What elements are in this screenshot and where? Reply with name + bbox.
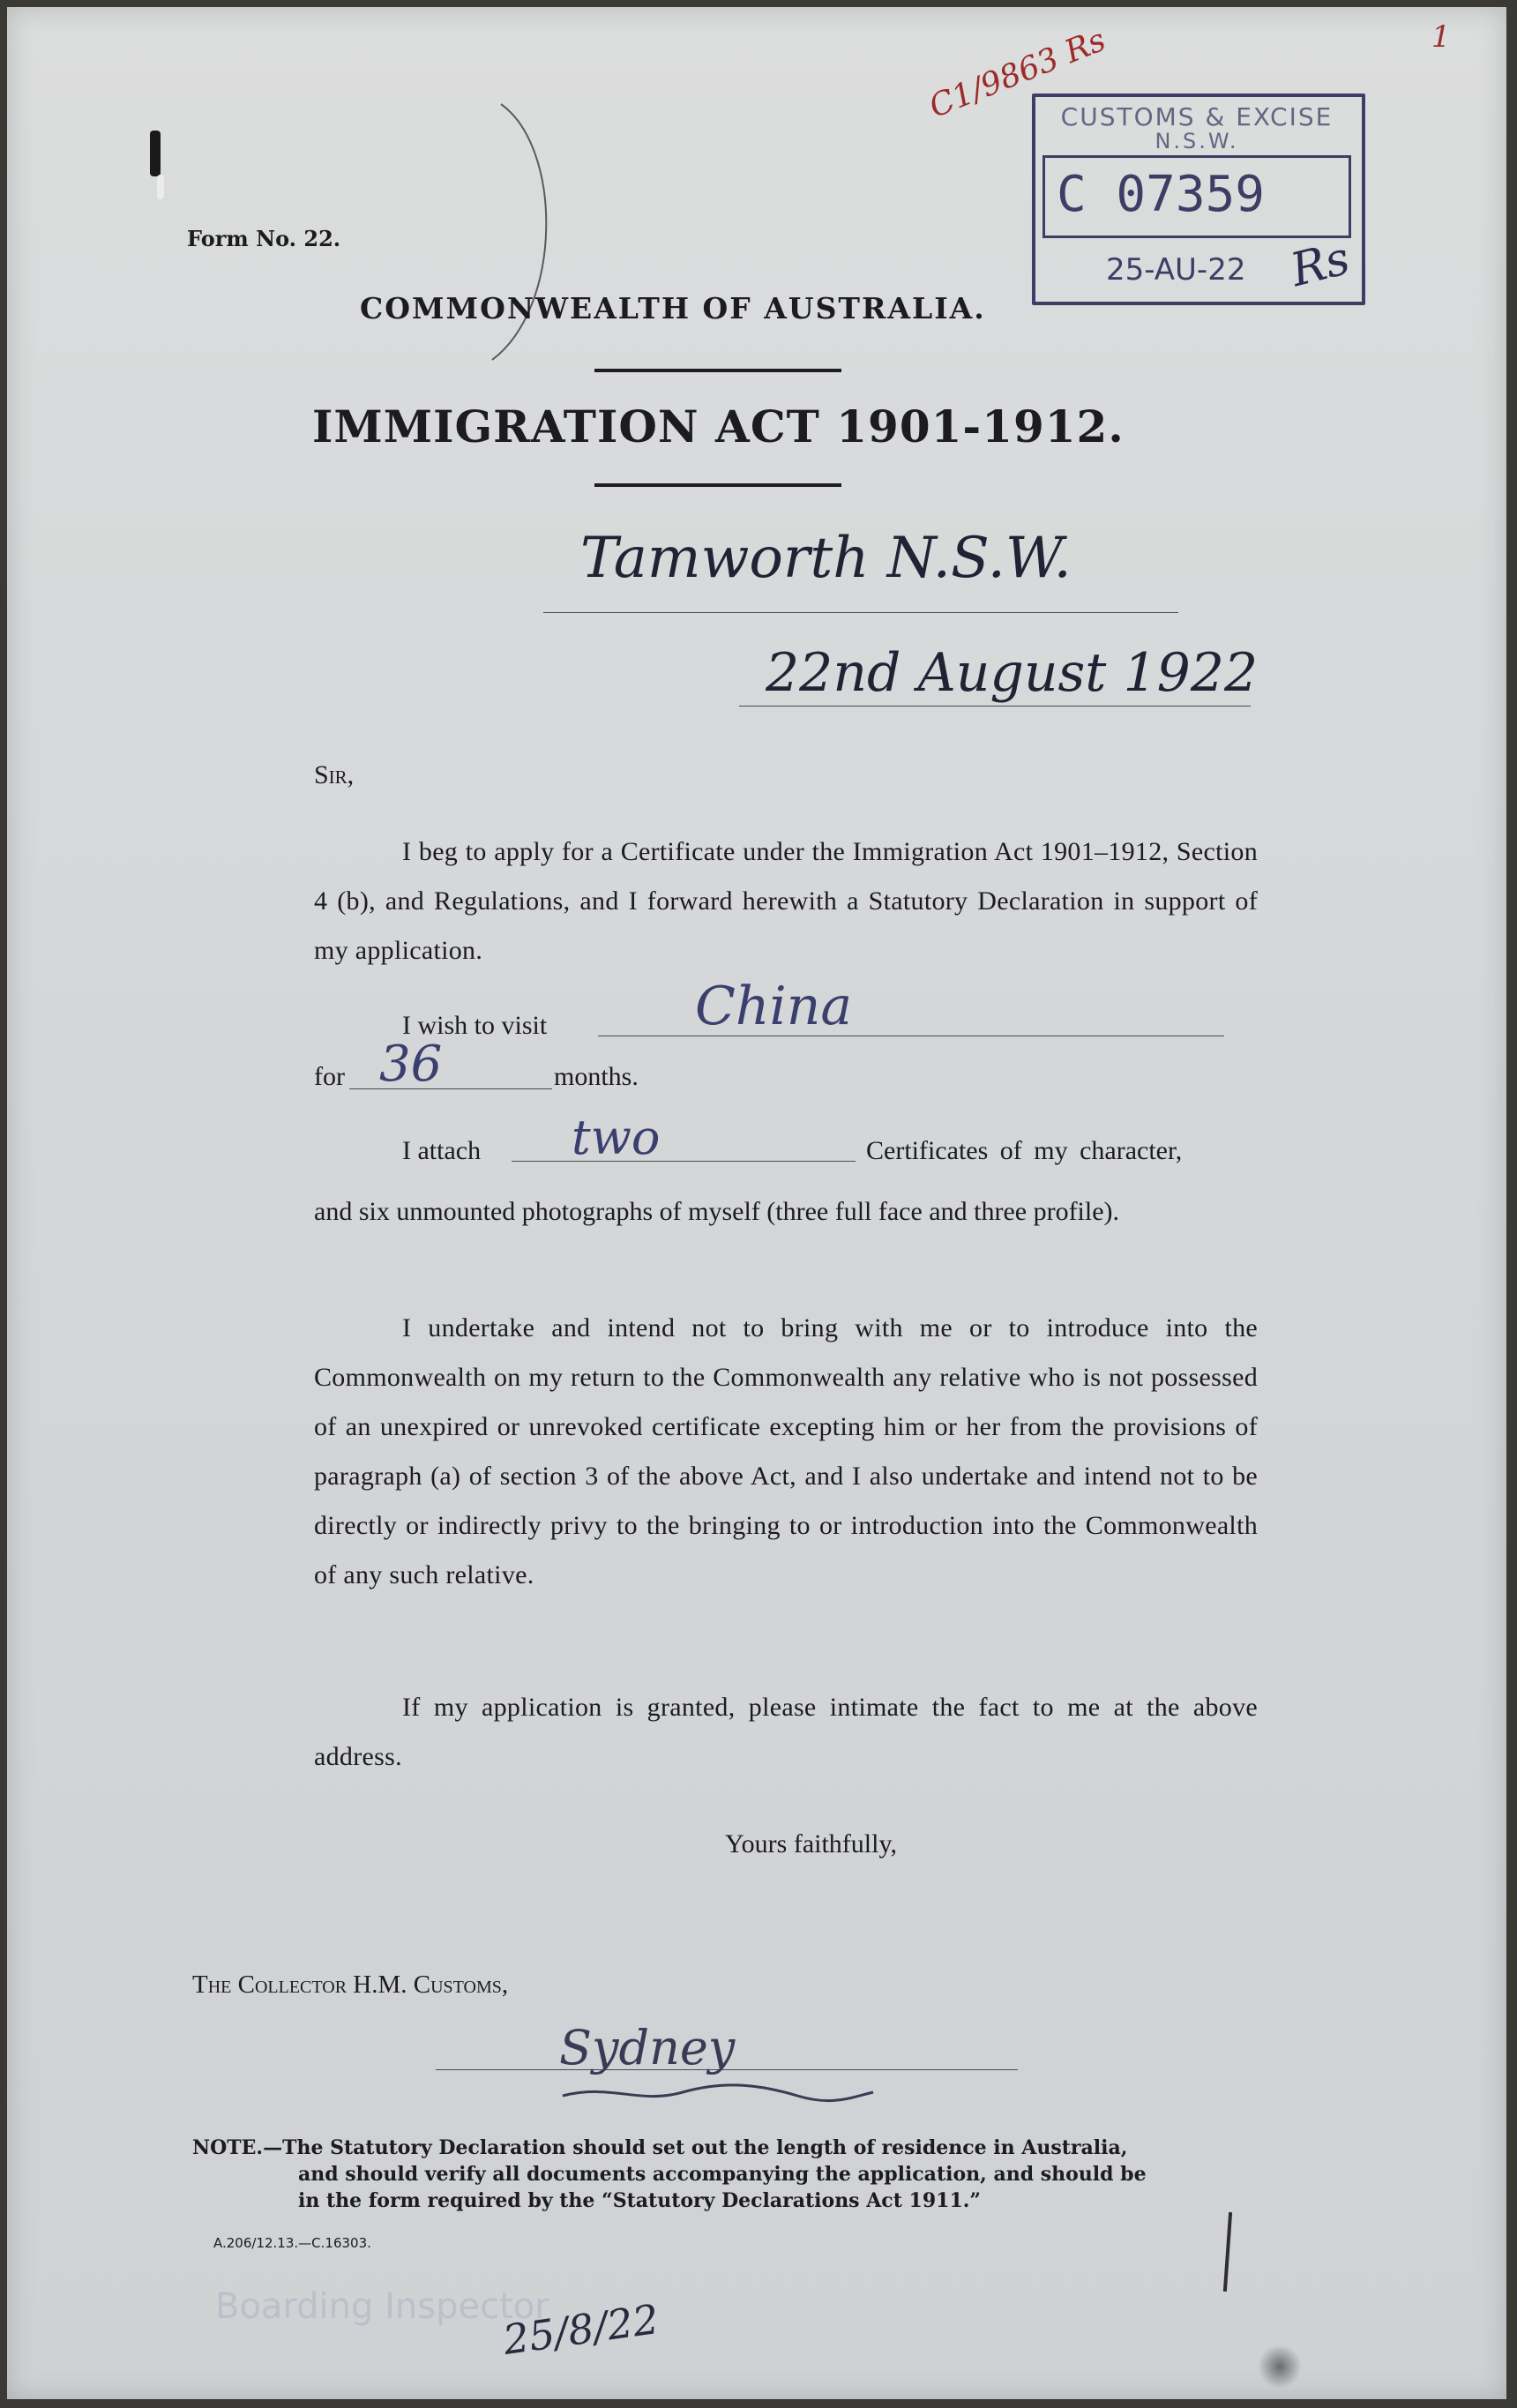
attach-certificates: Certificates of my character,: [866, 1136, 1183, 1165]
closing: Yours faithfully,: [725, 1829, 898, 1858]
country-heading: COMMONWEALTH OF AUSTRALIA.: [360, 291, 986, 325]
salutation: Sir,: [314, 760, 355, 789]
document-page: [7, 7, 1506, 2399]
attach-count: two: [572, 1110, 661, 1165]
stamp-number: C 07359: [1057, 166, 1266, 223]
heading-rule-top: [594, 369, 841, 372]
handwritten-reference: C1/9863 Rs: [924, 21, 1111, 126]
note-line-1: —The Statutory Declaration should set out the length of residence in Australia,: [263, 2136, 1128, 2159]
note-line-3: in the form required by the “Statutory Declarations Act 1911.”: [298, 2189, 982, 2212]
fold-curve: [466, 95, 572, 378]
attach-photographs: and six unmounted photographs of myself (three full face and three profile).: [314, 1197, 1120, 1226]
pen-mark: [1223, 2212, 1232, 2292]
address-place-line: [543, 612, 1178, 613]
undertaking-paragraph: [314, 1304, 1258, 1600]
heading-rule-bottom: [594, 483, 841, 487]
punch-hole-mark-small: [157, 175, 164, 199]
address-date-line: [739, 706, 1251, 707]
undertaking-text: I undertake and intend not to bring with me or to introduce into the Commonwealth on my return to the Commonwealth any relative who is not possessed of an unexpired or unrevoked certificate excepting him or her from the provisions of paragraph (a) of section 3 of the above Act, and I also undertake and intend not to be directly or indirectly privy to the bringing to or introduction into the Commonwealth of any such relative.: [314, 1313, 1258, 1589]
months-value: 36: [379, 1036, 443, 1093]
for-label: for: [314, 1062, 345, 1091]
handwritten-bottom-date: 25/8/22: [500, 2294, 662, 2365]
attach-label: I attach: [402, 1136, 482, 1165]
note-label: NOTE.: [192, 2136, 264, 2159]
page-number-mark: 1: [1431, 19, 1451, 55]
stain-mark: [1258, 2344, 1302, 2389]
form-number: Form No. 22.: [187, 226, 341, 251]
punch-hole-mark: [150, 131, 161, 176]
visit-label: I wish to visit: [402, 1011, 548, 1040]
handwritten-initials: Rs: [1285, 231, 1356, 298]
attach-line: [512, 1161, 856, 1162]
footnote: [192, 2135, 1268, 2214]
application-paragraph: [314, 827, 1258, 976]
visit-destination: China: [695, 976, 853, 1037]
application-text: I beg to apply for a Certificate under the Immigration Act 1901–1912, Section 4 (b), and Regulations, and I forward herewith a Statutory Declaration in support of my application.: [314, 837, 1258, 965]
signature-flourish: [559, 2080, 877, 2106]
stamp-date: 25-AU-22: [1106, 252, 1246, 288]
print-code: A.206/12.13.—C.16303.: [213, 2235, 371, 2251]
note-line-2: and should verify all documents accompanying the application, and should be: [298, 2163, 1147, 2186]
faint-boarding-stamp: Boarding Inspector: [215, 2286, 549, 2327]
granted-text: If my application is granted, please intimate the fact to me at the above address.: [314, 1693, 1258, 1771]
addressee-title: The Collector H.M. Customs,: [192, 1971, 509, 1999]
act-heading: IMMIGRATION ACT 1901-1912.: [312, 400, 1125, 452]
granted-paragraph: [314, 1683, 1258, 1782]
addressee-city: Sydney: [559, 2020, 736, 2075]
address-date: 22nd August 1922: [766, 642, 1259, 704]
months-label: months.: [554, 1062, 639, 1091]
address-place: Tamworth N.S.W.: [580, 526, 1072, 591]
stamp-state: N.S.W.: [1155, 129, 1239, 153]
stamp-office: CUSTOMS & EXCISE: [1060, 102, 1334, 131]
